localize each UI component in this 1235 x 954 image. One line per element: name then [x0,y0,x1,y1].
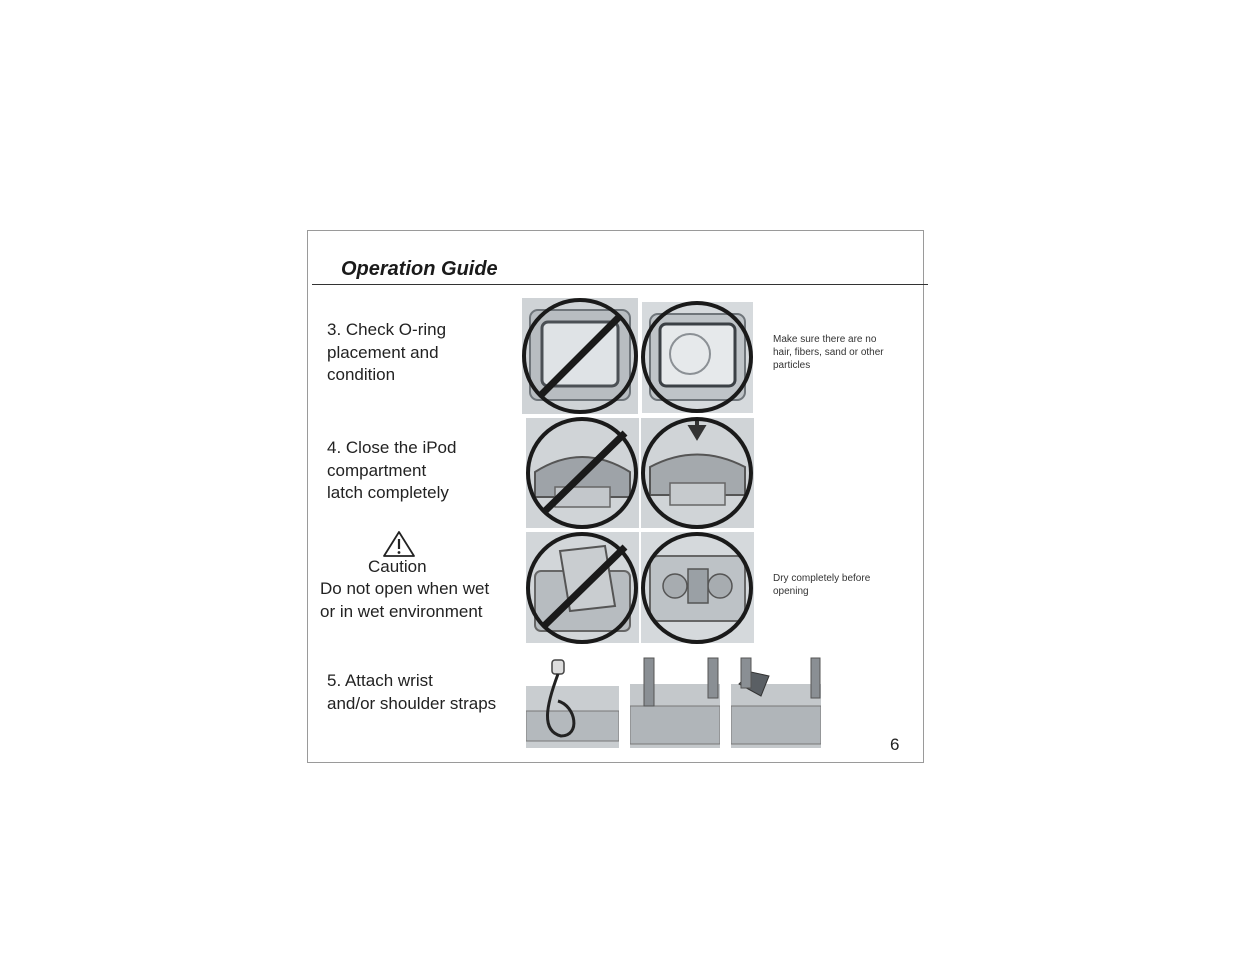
step-5-line-1: 5. Attach wrist [327,671,433,690]
oring-note-line-2: hair, fibers, sand or other [773,347,884,358]
step-5-line-2: and/or shoulder straps [327,693,497,713]
step-3-line-1: 3. Check O-ring [327,320,447,339]
oring-note [773,333,903,372]
step-4-line-2: compartment [327,460,427,480]
latch-wrong-illustration [525,417,640,529]
page-number: 6 [890,735,900,754]
warning-triangle-icon [382,530,416,558]
page-title: Operation Guide [341,258,498,280]
latch-correct-illustration [640,417,755,529]
open-wet-wrong-illustration [525,531,640,644]
step-3-line-3: condition [327,365,396,384]
shoulder-strap-step-2-illustration [731,656,821,748]
oring-correct-illustration [640,300,755,415]
dry-note-line-1: Dry completely before [773,573,871,584]
oring-wrong-illustration [520,296,640,416]
caution-title: Caution [368,557,427,576]
shoulder-strap-step-1-illustration [630,656,720,748]
dry-correct-illustration [640,531,755,644]
oring-note-line-3: particles [773,360,811,371]
step-5-text [327,670,496,715]
step-3-line-2: placement and [327,342,439,362]
step-4-text [327,437,456,505]
wrist-strap-illustration [526,656,619,748]
caution-text [320,578,489,623]
step-4-line-1: 4. Close the iPod [327,438,457,457]
dry-note [773,572,903,598]
dry-note-line-2: opening [773,586,809,597]
title-divider [312,284,928,285]
caution-line-2: or in wet environment [320,601,483,621]
step-4-line-3: latch completely [327,483,449,502]
step-3-text [327,319,446,387]
caution-line-1: Do not open when wet [320,579,490,598]
oring-note-line-1: Make sure there are no [773,334,877,345]
